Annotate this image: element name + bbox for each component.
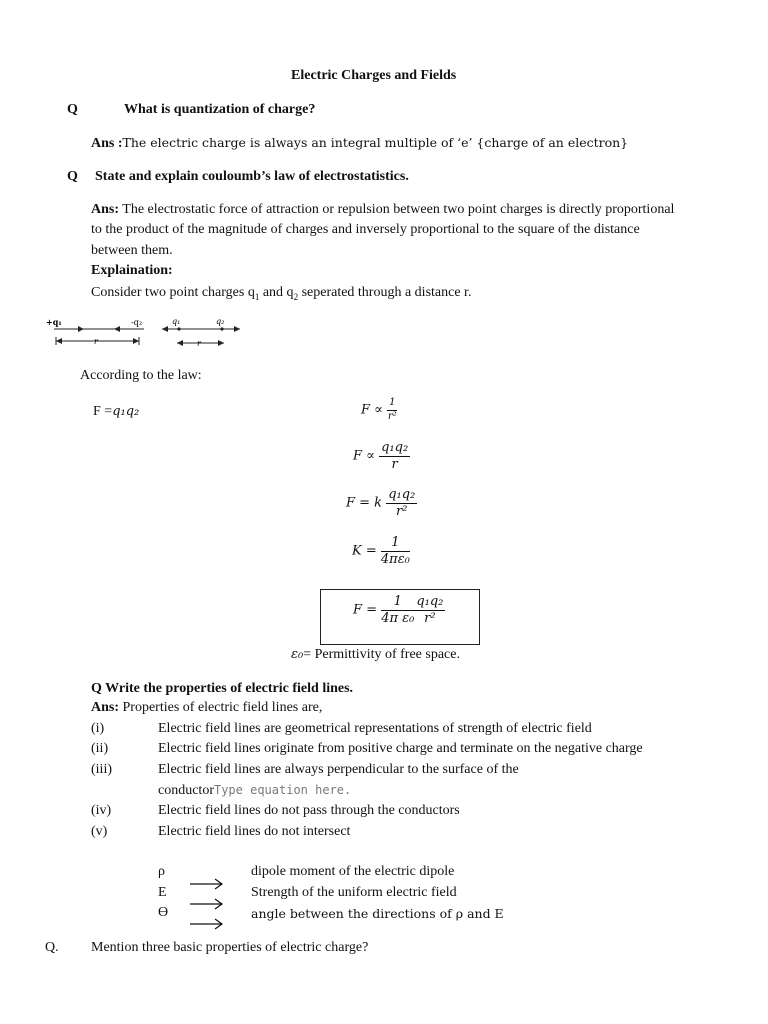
fig-left-r: r xyxy=(94,337,98,346)
property-text-4: Electric field lines do not pass through the conductors xyxy=(158,803,460,818)
eq-f-k xyxy=(346,488,417,518)
eq-k-frac xyxy=(381,536,410,566)
explanation-pre: Consider two point charges q xyxy=(91,285,255,300)
explanation-label: Explaination: xyxy=(91,263,173,278)
epsilon-text: = Permittivity of free space. xyxy=(303,647,460,662)
property-num-3: (iii) xyxy=(91,762,112,777)
property-text-5: Electric field lines do not intersect xyxy=(158,824,351,839)
eq-k-lhs: K = xyxy=(352,543,377,559)
property-num-1: (i) xyxy=(91,721,105,736)
eq-f-prop-r xyxy=(361,398,397,422)
eq-f-prop-r-den: r² xyxy=(387,410,397,422)
property-text-3-cont xyxy=(158,783,351,799)
q3-answer xyxy=(91,700,322,716)
eq-final-num-2: q₁q₂ xyxy=(416,594,444,609)
q3-ans-text: Properties of electric field lines are, xyxy=(119,700,323,715)
charges-figure xyxy=(44,313,244,351)
right-arrow-icon xyxy=(190,898,224,910)
eq-f-k-frac xyxy=(386,488,417,518)
eq-final-lhs: F = xyxy=(353,602,378,618)
dipole-sym-3: Ө xyxy=(158,905,169,920)
dipole-desc-1: dipole moment of the electric dipole xyxy=(251,864,455,879)
q1-marker: Q xyxy=(67,102,78,117)
q2-answer-line-1 xyxy=(91,202,674,218)
eq-f-prop-full-den: r xyxy=(391,456,398,472)
property-text-3-cont-word: conductor xyxy=(158,783,214,798)
explanation-mid: and q xyxy=(259,285,294,300)
q2-answer-line-2: to the product of the magnitude of charges and inversely proportional to the square of the distance xyxy=(91,222,640,237)
final-formula-box xyxy=(320,589,480,645)
subscript-1: 1 xyxy=(254,291,260,302)
dipole-sym-2: E xyxy=(158,885,167,900)
fig-right-q2: q₂ xyxy=(216,317,225,326)
property-text-3: Electric field lines are always perpendicular to the surface of the xyxy=(158,762,519,777)
q1-question: What is quantization of charge? xyxy=(124,102,316,117)
eq-f-prop-full xyxy=(353,441,410,471)
q4-marker: Q. xyxy=(45,940,59,955)
dipole-desc-3: angle between the directions of ρ and E xyxy=(251,906,504,921)
eq-k-num: 1 xyxy=(381,536,410,552)
explanation-post: seperated through a distance r. xyxy=(298,285,472,300)
eq-final-frac-2 xyxy=(414,595,445,625)
eq-f-prop-q-terms: q₁q₂ xyxy=(112,404,140,419)
q3-ans-label: Ans: xyxy=(91,700,120,715)
eq-final-frac-1 xyxy=(381,595,414,625)
eq-f-prop-r-frac xyxy=(387,398,397,422)
property-text-2: Electric field lines originate from positive charge and terminate on the negative charge xyxy=(158,741,643,756)
eq-f-prop-full-num: q₁q₂ xyxy=(381,440,409,455)
fig-left-q1: +q₁ xyxy=(46,317,62,327)
according-text: According to the law: xyxy=(80,368,202,383)
subscript-2: 2 xyxy=(293,291,299,302)
right-arrow-icon xyxy=(190,918,224,930)
q2-ans-label: Ans: xyxy=(91,202,120,217)
property-num-2: (ii) xyxy=(91,741,109,756)
q2-question: State and explain couloumb’s law of electrostatistics. xyxy=(95,169,409,184)
eq-f-k-num: q₁q₂ xyxy=(388,487,416,502)
eq-final-den-1: 4π ε₀ xyxy=(381,610,415,626)
q3-question: Q Write the properties of electric field lines. xyxy=(91,681,354,696)
dipole-desc-2: Strength of the uniform electric field xyxy=(251,885,457,900)
fig-right-q1: q₁ xyxy=(172,317,181,326)
q4-question: Mention three basic properties of electric charge? xyxy=(91,940,369,955)
eq-f-prop-q xyxy=(93,404,139,420)
fig-right-r: r xyxy=(197,339,201,348)
eq-k-den: 4πε₀ xyxy=(380,551,410,567)
eq-k xyxy=(352,536,410,566)
equation-placeholder[interactable]: Type equation here. xyxy=(213,783,352,797)
right-arrow-icon xyxy=(190,878,224,890)
charges-figure-svg xyxy=(44,313,244,351)
page-title: Electric Charges and Fields xyxy=(291,68,457,83)
explanation-text xyxy=(91,285,471,302)
q1-answer-text: The electric charge is always an integral multiple of ‘e’ {charge of an electron} xyxy=(122,135,629,150)
property-text-1: Electric field lines are geometrical representations of strength of electric field xyxy=(158,721,592,736)
eq-f-prop-full-frac xyxy=(379,441,410,471)
eq-f-prop-r-lhs: F ∝ xyxy=(361,402,383,418)
eq-final-num-1: 1 xyxy=(381,595,414,611)
eq-f-prop-r-num: 1 xyxy=(387,398,397,411)
q2-answer-line-3: between them. xyxy=(91,243,173,258)
property-num-4: (iv) xyxy=(91,803,112,818)
q2-answer-text-1: The electrostatic force of attraction or repulsion between two point charges is directly proportional xyxy=(119,202,675,217)
eq-final-den-2: r² xyxy=(424,610,436,626)
q2-marker: Q xyxy=(67,169,78,184)
eq-f-prop-q-lhs: F = xyxy=(93,404,113,419)
eq-final xyxy=(353,595,445,625)
q1-answer xyxy=(91,135,628,152)
dipole-sym-1: ρ xyxy=(158,864,165,879)
epsilon-symbol: ε₀ xyxy=(291,647,304,662)
property-num-5: (v) xyxy=(91,824,108,839)
fig-left-q2: -q₂ xyxy=(131,318,143,327)
q1-ans-label: Ans : xyxy=(91,136,123,151)
epsilon-definition xyxy=(291,647,460,663)
eq-f-prop-full-lhs: F ∝ xyxy=(353,448,375,464)
eq-f-k-lhs: F = k xyxy=(346,495,383,511)
eq-f-k-den: r² xyxy=(396,503,408,519)
